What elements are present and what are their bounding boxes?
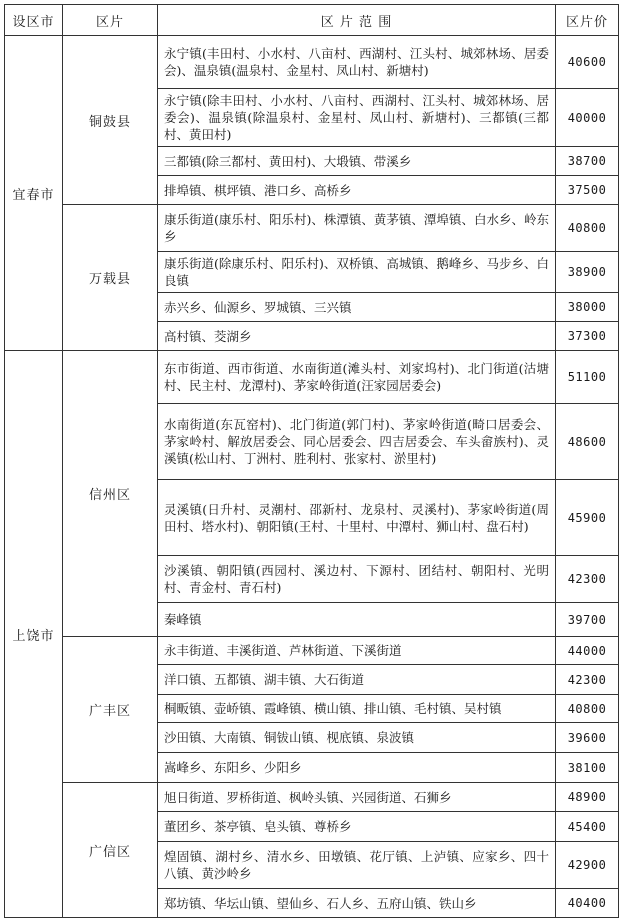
city-cell: 上饶市 xyxy=(5,351,63,918)
header-scope: 区 片 范 围 xyxy=(158,5,556,36)
header-row xyxy=(5,5,619,36)
price-cell: 45900 xyxy=(556,480,619,556)
price-cell: 40600 xyxy=(556,36,619,89)
table-row xyxy=(5,351,619,404)
scope-cell: 水南街道(东瓦窑村)、北门街道(郭门村)、茅家岭街道(畸口居委会、茅家岭村、解放居委会、同心居委会、四吉居委会、车头畲族村)、灵溪镇(松山村、丁洲村、胜利村、张家村、淤里村) xyxy=(158,404,556,480)
land-price-table xyxy=(4,4,619,918)
scope-cell: 高村镇、茭湖乡 xyxy=(158,322,556,351)
header-city: 设区市 xyxy=(5,5,63,36)
scope-cell: 郑坊镇、华坛山镇、望仙乡、石人乡、五府山镇、铁山乡 xyxy=(158,889,556,918)
district-cell: 万载县 xyxy=(63,205,158,351)
scope-cell: 灵溪镇(日升村、灵潮村、邵新村、龙泉村、灵溪村)、茅家岭街道(周田村、塔水村)、朝阳镇(王村、十里村、中潭村、狮山村、盘石村) xyxy=(158,480,556,556)
price-cell: 38100 xyxy=(556,753,619,783)
scope-cell: 秦峰镇 xyxy=(158,603,556,637)
header-price: 区片价 xyxy=(556,5,619,36)
price-cell: 42900 xyxy=(556,842,619,889)
price-cell: 37500 xyxy=(556,176,619,205)
district-cell: 信州区 xyxy=(63,351,158,637)
price-cell: 37300 xyxy=(556,322,619,351)
scope-cell: 煌固镇、湖村乡、清水乡、田墩镇、花厅镇、上泸镇、应家乡、四十八镇、黄沙岭乡 xyxy=(158,842,556,889)
price-table-container xyxy=(4,4,618,918)
price-cell: 51100 xyxy=(556,351,619,404)
city-cell: 宜春市 xyxy=(5,36,63,351)
price-cell: 48900 xyxy=(556,783,619,812)
district-cell: 广丰区 xyxy=(63,637,158,783)
scope-cell: 嵩峰乡、东阳乡、少阳乡 xyxy=(158,753,556,783)
price-cell: 40400 xyxy=(556,889,619,918)
scope-cell: 董团乡、茶亭镇、皂头镇、尊桥乡 xyxy=(158,812,556,842)
price-cell: 38000 xyxy=(556,293,619,322)
table-row xyxy=(5,783,619,812)
scope-cell: 沙溪镇、朝阳镇(西园村、溪边村、下源村、团结村、朝阳村、光明村、青金村、青石村) xyxy=(158,556,556,603)
price-cell: 42300 xyxy=(556,665,619,695)
scope-cell: 沙田镇、大南镇、铜钹山镇、枧底镇、泉波镇 xyxy=(158,723,556,753)
price-cell: 40800 xyxy=(556,695,619,723)
scope-cell: 排埠镇、棋坪镇、港口乡、高桥乡 xyxy=(158,176,556,205)
price-cell: 40800 xyxy=(556,205,619,252)
price-cell: 39700 xyxy=(556,603,619,637)
price-cell: 44000 xyxy=(556,637,619,665)
scope-cell: 永宁镇(除丰田村、小水村、八亩村、西湖村、江头村、城郊林场、居委会)、温泉镇(除温泉村、金星村、凤山村、新塘村)、三都镇(三都村、黄田村) xyxy=(158,89,556,147)
district-cell: 广信区 xyxy=(63,783,158,918)
price-cell: 40000 xyxy=(556,89,619,147)
table-row xyxy=(5,637,619,665)
price-cell: 45400 xyxy=(556,812,619,842)
price-cell: 39600 xyxy=(556,723,619,753)
scope-cell: 永丰街道、丰溪街道、芦林街道、下溪街道 xyxy=(158,637,556,665)
district-cell: 铜鼓县 xyxy=(63,36,158,205)
price-cell: 48600 xyxy=(556,404,619,480)
scope-cell: 洋口镇、五都镇、湖丰镇、大石街道 xyxy=(158,665,556,695)
scope-cell: 永宁镇(丰田村、小水村、八亩村、西湖村、江头村、城郊林场、居委会)、温泉镇(温泉村、金星村、凤山村、新塘村) xyxy=(158,36,556,89)
table-row xyxy=(5,36,619,89)
scope-cell: 桐畈镇、壶峤镇、霞峰镇、横山镇、排山镇、毛村镇、吴村镇 xyxy=(158,695,556,723)
scope-cell: 赤兴乡、仙源乡、罗城镇、三兴镇 xyxy=(158,293,556,322)
scope-cell: 东市街道、西市街道、水南街道(滩头村、刘家坞村)、北门街道(沽塘村、民主村、龙潭村)、茅家岭街道(汪家园居委会) xyxy=(158,351,556,404)
scope-cell: 旭日街道、罗桥街道、枫岭头镇、兴园街道、石狮乡 xyxy=(158,783,556,812)
table-row xyxy=(5,205,619,252)
price-cell: 42300 xyxy=(556,556,619,603)
scope-cell: 康乐街道(除康乐村、阳乐村)、双桥镇、高城镇、鹅峰乡、马步乡、白良镇 xyxy=(158,252,556,293)
price-cell: 38900 xyxy=(556,252,619,293)
scope-cell: 康乐街道(康乐村、阳乐村)、株潭镇、黄茅镇、潭埠镇、白水乡、岭东乡 xyxy=(158,205,556,252)
price-cell: 38700 xyxy=(556,147,619,176)
scope-cell: 三都镇(除三都村、黄田村)、大塅镇、带溪乡 xyxy=(158,147,556,176)
table-body xyxy=(5,36,619,918)
header-district: 区片 xyxy=(63,5,158,36)
